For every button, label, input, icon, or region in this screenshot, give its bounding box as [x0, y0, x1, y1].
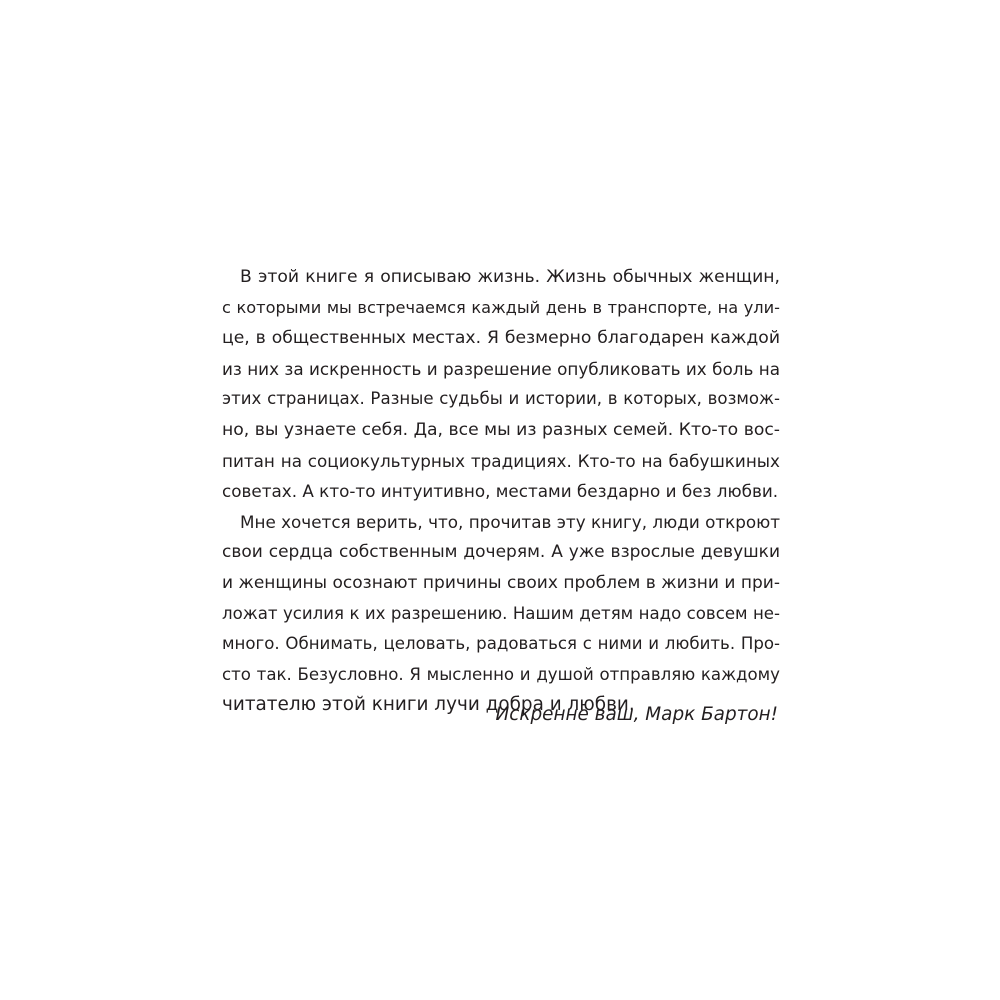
text-line: читателю этой книги лучи добра и любви. [222, 694, 635, 716]
text-line: ложат усилия к их разрешению. Нашим детям надо совсем не- [222, 603, 780, 623]
text-line: свои сердца собственным дочерям. А уже взрослые девушки [222, 542, 780, 563]
body-text [222, 262, 780, 721]
text-line: много. Обнимать, целовать, радоваться с ними и любить. Про- [222, 634, 780, 654]
text-line: питан на социокультурных традициях. Кто-то на бабушкиных [222, 450, 780, 471]
text-line: це, в общественных местах. Я безмерно благодарен каждой [222, 328, 780, 349]
text-line: В этой книге я описываю жизнь. Жизнь обычных женщин, [240, 267, 780, 287]
paragraph-1 [222, 262, 780, 507]
text-line: этих страницах. Разные судьбы и истории, в которых, возмож- [222, 389, 780, 409]
paragraph-2 [222, 507, 780, 721]
text-line: но, вы узнаете себя. Да, все мы из разных семей. Кто-то вос- [222, 419, 780, 440]
text-line: советах. А кто-то интуитивно, местами бездарно и без любви. [222, 481, 779, 502]
text-line: и женщины осознают причины своих проблем в жизни и при- [222, 572, 780, 593]
text-line: Мне хочется верить, что, прочитав эту книгу, люди откроют [240, 511, 781, 532]
text-line: из них за искренность и разрешение опубликовать их боль на [222, 358, 780, 379]
text-line: с которыми мы встречаемся каждый день в транспорте, на ули- [222, 297, 780, 317]
author-signature: Искренне ваш, Марк Бартон! [495, 704, 778, 725]
text-line: сто так. Безусловно. Я мысленно и душой отправляю каждому [222, 664, 780, 684]
